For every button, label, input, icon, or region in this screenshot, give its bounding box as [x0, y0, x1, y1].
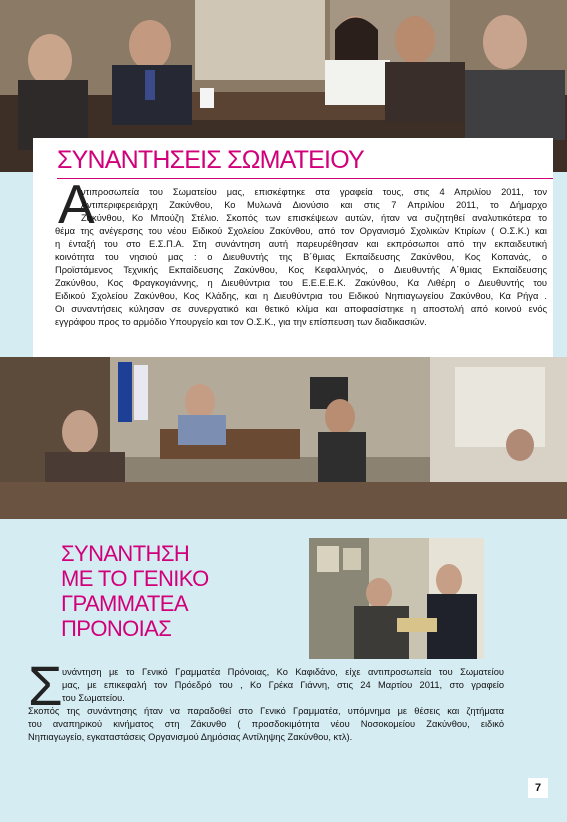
article-body [55, 186, 547, 329]
section-title: ΣΥΝΑΝΤΗΣΕΙΣ ΣΩΜΑΤΕΙΟΥ [57, 146, 364, 174]
body-line: εγγράφου προς το αρμόδιο Υπουργείο και τον Ο.Σ.Κ., για την επίσπευση των διαδικασιών. [55, 317, 427, 327]
body-line: Οι συναντήσεις κύλησαν σε συνεργατικό και θετικό κλίμα και αποφασίστηκε η αποστολή από κοινού ενός [55, 304, 547, 314]
page-number: 7 [528, 778, 548, 798]
body-line: μας, με επικεφαλή τον Πρόεδρό του , Κο Γρέκα Γιάννη, στις 24 Μαρτίου 2011, στο γραφείο [62, 680, 504, 690]
section-meetings [33, 138, 553, 357]
body-line: του Σωματείου. [62, 693, 125, 703]
body-line: Ζακύνθου, Κος Φραγκογιάννης, η Διευθύντρια του Ε.Ε.Ε.Ε.Κ. Ζακύνθου, Κα Λιθέρη ο Διευθυντής του [55, 278, 547, 288]
meeting-photo-office [0, 357, 567, 519]
section2-title [61, 541, 209, 641]
handover-photo [309, 538, 484, 659]
handover-photo-image [309, 538, 484, 659]
section2-title-line: ΜΕ ΤΟ ΓΕΝΙΚΟ [61, 566, 209, 591]
body-line: Νηπιαγωγείο, εγκαταστάσεις Οργανισμού Δημόσιας Αντίληψης Ζακύνθου, κτλ). [28, 732, 353, 742]
body-line: Ειδικού Σχολείου Ζακύνθου, Κος Κλάδης, και η Διευθύντρια του Ειδικού Νηπιαγωγείου Ζακύνθου, Κα Ρήγα . [55, 291, 547, 301]
body-line: Προϊστάμενος Τεχνικής Εκπαίδευσης Ζακύνθου, Κος Κεφαλληνός, ο Διευθυντής Α΄θμιας Εκπαίδευσης [55, 265, 547, 275]
body-line: κοινότητα του νησιού μας : ο Διευθυντής της Β΄θμιας Εκπαίδευσης Ζακύνθου, Κος Κοπανάς, ο [55, 252, 547, 262]
drop-cap: Σ [28, 654, 63, 717]
body-line: Αντιπεριφερειάρχη Ζακύνθου, Κο Μυλωνά Διονύσιο και στις 7 Απριλίου 2011, το Δήμαρχο [81, 200, 547, 210]
body-line: θέμα της ανέγερσης του νέου Ειδικού Σχολείου Ζακύνθου, από τον Οργανισμό Σχολικών Κτιρίων ( Ο.Σ.Κ.) και [55, 226, 547, 236]
drop-cap: Α [58, 173, 95, 235]
section2-title-line: ΓΡΑΜΜΑΤΕΑ [61, 591, 188, 616]
body-line: ντιπροσωπεία του Σωματείου μας, επισκέφτηκε στα γραφεία τους, στις 4 Απριλίου 2011, τον [81, 187, 547, 197]
body-line: Ζακύνθου, Κο Μπούζη Στέλιο. Σκοπός των επισκέψεων αυτών, ήταν να συζητηθεί αναλυτικότερα το [81, 213, 547, 223]
meeting-photo-office-image [0, 357, 567, 519]
section2-title-line: ΠΡΟΝΟΙΑΣ [61, 616, 172, 641]
body-line: Σκοπός της συνάντησης ήταν να παραδοθεί στο Γενικό Γραμματέα, υπόμνημα με θέσεις και ζητήματα [28, 706, 504, 716]
section2-title-line: ΣΥΝΑΝΤΗΣΗ [61, 541, 190, 566]
article-body [28, 666, 504, 744]
body-line: του αναπηρικού κινήματος στη Ζάκυνθο ( προσδοκιμότητα νέου Νοσοκομείου Ζακύνθου, ειδικό [28, 719, 504, 729]
title-underline [57, 178, 553, 179]
body-line: η ένταξή του στο Ε.Σ.Π.Α. Στη συνάντηση αυτή παρευρέθησαν και εκπρόσωποι από την εκπαιδευτική [55, 239, 547, 249]
body-line: υνάντηση με το Γενικό Γραμματέα Πρόνοιας, Κο Καφιδάνο, είχε αντιπροσωπεία του Σωματείου [62, 667, 504, 677]
